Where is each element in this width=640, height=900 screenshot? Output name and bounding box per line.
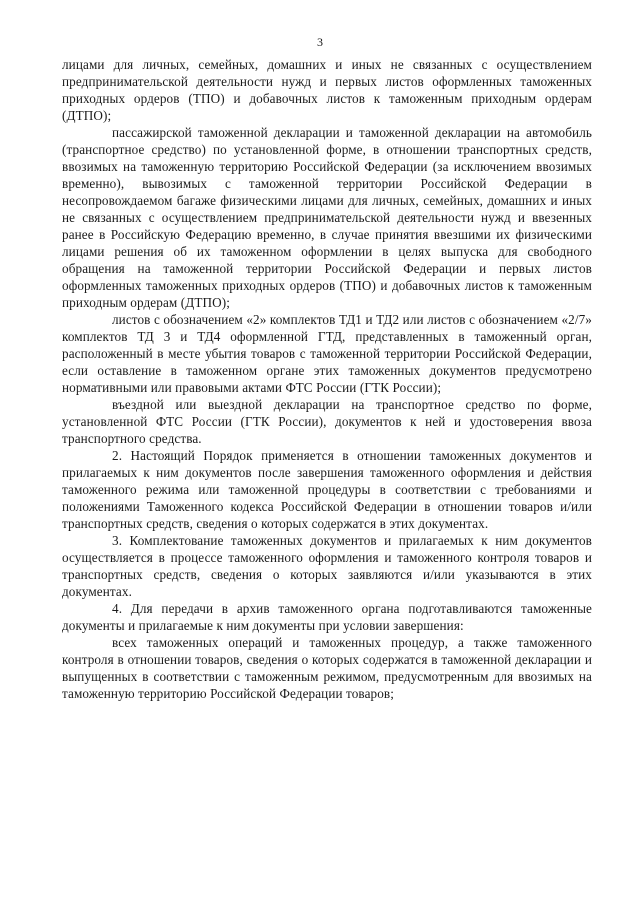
page-number: 3 [317, 35, 323, 49]
paragraph-clause-4: 4. Для передачи в архив таможенного органа подготавливаются таможенные документы и прилагаемые к ним документы при условии завершения: [62, 601, 592, 633]
paragraph-td-sheets: листов с обозначением «2» комплектов ТД1 и ТД2 или листов с обозначением «2/7» комплектов ТД 3 и ТД4 оформленной ГТД, представленных в таможенный орган, расположенный в месте убытия товаров с таможенной территории Российской Федерации, если оставление в таможенном органе этих таможенных документов предусмотрено нормативными или правовыми актами ФТС России (ГТК России); [62, 312, 592, 395]
paragraph-continuation: лицами для личных, семейных, домашних и иных не связанных с осуществлением предпринимательской деятельности нужд и первых листов оформленных таможенных приходных ордеров (ТПО) и добавочных листов к таможенным приходным ордерам (ДТПО); [62, 57, 592, 123]
paragraph-clause-2: 2. Настоящий Порядок применяется в отношении таможенных документов и прилагаемых к ним документов после завершения таможенного оформления и действия таможенного режима или таможенной процедуры в соответствии с требованиями и положениями Таможенного кодекса Российской Федерации в отношении товаров и/или транспортных средств, сведения о которых содержатся в этих документах. [62, 448, 592, 531]
paragraph-clause-3: 3. Комплектование таможенных документов и прилагаемых к ним документов осуществляется в процессе таможенного оформления и таможенного контроля товаров и транспортных средств, сведения о которых заявляются и/или указываются в этих документах. [62, 533, 592, 599]
paragraph-vehicle-declaration: въездной или выездной декларации на транспортное средство по форме, установленной ФТС России (ГТК России), документов к ней и удостоверения ввоза транспортного средства. [62, 397, 592, 446]
paragraph-passenger-declaration: пассажирской таможенной декларации и таможенной декларации на автомобиль (транспортное средство) по установленной форме, в отношении транспортных средств, ввозимых на таможенную территорию Российской Федерации (за исключением ввозимых временно), вывозимых с таможенной территории Российской Федерации в несопровождаемом багаже физическими лицами для личных, семейных, домашних и иных не связанных с осуществлением предпринимательской деятельности нужд и ввезенных ранее в Российскую Федерацию временно, в случае принятия ввезшими их физическими лицами решения об их таможенном оформлении в целях выпуска для свободного обращения на таможенной территории Российской Федерации и первых листов оформленных таможенных приходных ордеров (ТПО) и добавочных листов к таможенным приходным ордерам (ДТПО); [62, 125, 592, 310]
paragraph-clause-4-item: всех таможенных операций и таможенных процедур, а также таможенного контроля в отношении товаров, сведения о которых содержатся в таможенной декларации и выпущенных в соответствии с таможенным режимом, предусмотренным для ввозимых на таможенную территорию Российской Федерации товаров; [62, 635, 592, 701]
document-body [62, 56, 592, 702]
